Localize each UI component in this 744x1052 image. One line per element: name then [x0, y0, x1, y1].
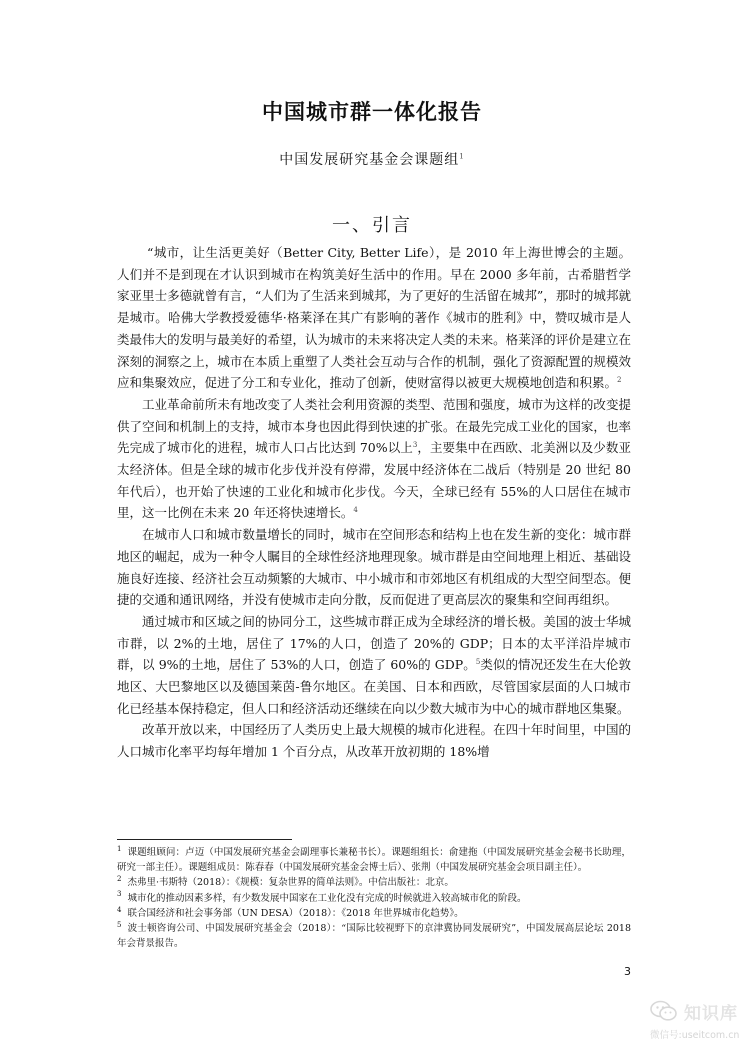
watermark-account: 微信号:useitcom.cn — [650, 1030, 740, 1041]
paragraph — [117, 524, 631, 611]
paragraph-text: ，主要集中在西欧、北美洲以及少数亚太经济体。但是全球的城市化步伐并没有停滞，发展中经济体在二战后（特别是 20 世纪 80 年代后），也开始了快速的工业化和城市化步伐。今天，全球已经有 55%的人口居住在城市里，这一比例在未来 20 年还将快速增长。 — [117, 440, 631, 521]
footnote-ref: 3 — [412, 441, 418, 450]
paragraph-text: 工业革命前所未有地改变了人类社会利用资源的类型、范围和强度，城市为这样的改变提供了空间和机制上的支持，城市本身也因此得到快速的扩张。在最先完成工业化的国家，也率先完成了城市化的进程，城市人口占比达到 70%以上 — [117, 396, 631, 456]
paragraph — [117, 719, 631, 762]
body-text — [117, 242, 631, 763]
footnote-ref: 5 — [475, 658, 481, 667]
page-number: 3 — [624, 965, 631, 978]
wechat-logo-icon — [650, 1000, 678, 1022]
footnote-text: 课题组顾问：卢迈（中国发展研究基金会副理事长兼秘书长）。课题组组长：俞建拖（中国发展研究基金会秘书长助理，研究一部主任）。课题组成员：陈春春（中国发展研究基金会博士后）、张荆（中国发展研究基金会项目副主任）。 — [117, 847, 631, 874]
paragraph — [117, 242, 631, 394]
footnote-text: 杰弗里·韦斯特（2018）：《规模：复杂世界的简单法则》。中信出版社：北京。 — [127, 877, 454, 889]
footnotes — [117, 845, 631, 951]
footnote — [117, 845, 631, 875]
footnote-ref: 4 — [353, 506, 358, 515]
paragraph-text: 通过城市和区域之间的协同分工，这些城市群正成为全球经济的增长极。美国的波士华城市群，以 2%的土地，居住了 17%的人口，创造了 20%的 GDP；日本的太平洋沿岸城市群，以 9%的土地，居住了 53%的人口，创造了 60%的 GDP。 — [117, 613, 631, 673]
paragraph — [117, 611, 631, 720]
footnote-number: 3 — [117, 890, 122, 899]
footnote-text: 波士顿咨询公司、中国发展研究基金会（2018）：“国际比较视野下的京津冀协同发展研究”，中国发展高层论坛 2018 年会背景报告。 — [117, 923, 631, 950]
footnote-number: 4 — [117, 905, 122, 914]
author-line — [0, 149, 744, 169]
author-footnote-ref: 1 — [459, 152, 465, 161]
paragraph-text: 在城市人口和城市数量增长的同时，城市在空间形态和结构上也在发生新的变化：城市群地区的崛起，成为一种令人瞩目的全球性经济地理现象。城市群是由空间地理上相近、基础设施良好连接、经济社会互动频繁的大城市、中小城市和市郊地区有机组成的大型空间型态。便捷的交通和通讯网络，并没有使城市走向分散，反而促进了更高层次的聚集和空间再组织。 — [117, 527, 631, 608]
paragraph — [117, 394, 631, 524]
footnote — [117, 875, 631, 890]
footnote-number: 5 — [117, 920, 122, 929]
footnote-text: 城市化的推动因素多样，有少数发展中国家在工业化没有完成的时候就进入较高城市化的阶段。 — [127, 892, 527, 904]
footnote-ref: 2 — [617, 376, 622, 385]
paragraph-text: 类似的情况还发生在大伦敦地区、大巴黎地区以及德国莱茵-鲁尔地区。在美国、日本和西欧，尽管国家层面的人口城市化已经基本保持稳定，但人口和经济活动还继续在向以少数大城市为中心的城市群地区集聚。 — [117, 657, 631, 716]
footnote — [117, 906, 631, 921]
document-title: 中国城市群一体化报告 — [262, 100, 482, 124]
section-heading: 一、引言 — [332, 215, 412, 236]
footnote — [117, 891, 631, 906]
watermark-name: 知识库 — [684, 1004, 738, 1024]
footnote-number: 2 — [117, 875, 122, 884]
footnote-number: 1 — [117, 844, 122, 853]
footnote-divider — [117, 839, 292, 840]
footnote-text: 联合国经济和社会事务部（UN DESA）（2018）：《2018 年世界城市化趋势》。 — [127, 907, 464, 919]
author-name: 中国发展研究基金会课题组 — [279, 152, 460, 168]
paragraph-text: “城市，让生活更美好（Better City, Better Life），是 2010 年上海世博会的主题。人们并不是到现在才认识到城市在构筑美好生活中的作用。早在 2000 多年前，古希腊哲学家亚里士多德就曾有言，“人们为了生活来到城邦，为了更好的生活留在城邦”，那时的城邦就是城市。哈佛大学教授爱德华·格莱泽在其广有影响的著作《城市的胜利》中，赞叹城市是人类最伟大的发明与最美好的希望，认为城市的未来将决定人类的未来。格莱泽的评价是建立在深刻的洞察之上，城市在本质上重塑了人类社会互动与合作的机制，强化了资源配置的规模效应和集聚效应，促进了分工和专业化，推动了创新，使财富得以被更大规模地创造和积累。 — [117, 245, 631, 391]
paragraph-text: 改革开放以来，中国经历了人类历史上最大规模的城市化进程。在四十年时间里，中国的人口城市化率平均每年增加 1 个百分点，从改革开放初期的 18%增 — [117, 722, 631, 760]
footnote — [117, 921, 631, 951]
